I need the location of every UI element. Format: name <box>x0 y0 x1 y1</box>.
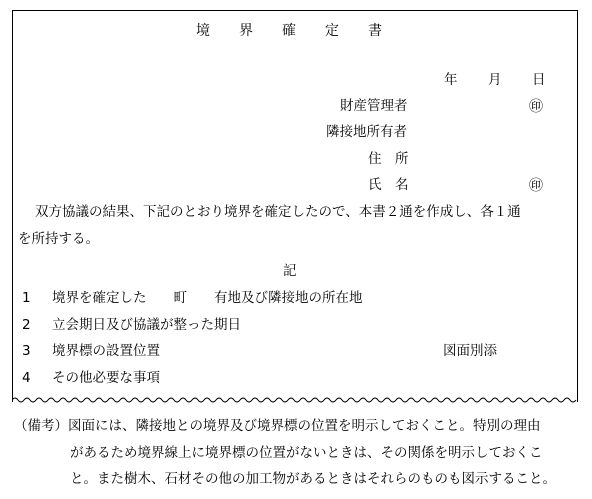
name-label: 氏 名 <box>368 177 409 193</box>
property-manager-label: 財産管理者 <box>340 98 408 114</box>
remarks-line-1: （備考）図面には、隣接地との境界及び境界標の位置を明示しておくこと。特別の理由 <box>14 418 541 434</box>
list-item-text: 境界標の設置位置 <box>52 343 160 359</box>
body-text-line-2: を所持する。 <box>18 231 99 247</box>
seal-mark: ㊞ <box>529 178 543 194</box>
address-label: 住 所 <box>368 151 409 167</box>
date-day-label: 日 <box>532 72 546 88</box>
remarks-line-2: があるため境界線上に境界標の位置がないときは、その関係を明示しておくこ <box>70 445 543 461</box>
list-item-number: 2 <box>22 317 31 333</box>
torn-edge-line <box>12 396 578 408</box>
list-item-text: 境界を確定した 町 有地及び隣接地の所在地 <box>52 290 363 306</box>
remarks-line-3: と。また樹木、石材その他の加工物があるときはそれらのものも図示すること。 <box>70 471 556 487</box>
list-item-number: 3 <box>22 343 31 359</box>
ki-heading: 記 <box>283 263 297 279</box>
list-item-extra: 図面別添 <box>443 343 497 359</box>
document-title: 境界確定書 <box>196 23 411 39</box>
list-item-text: その他必要な事項 <box>52 370 160 386</box>
body-text-line-1: 双方協議の結果、下記のとおり境界を確定したので、本書２通を作成し、各１通 <box>35 204 521 220</box>
adjacent-owner-label: 隣接地所有者 <box>326 124 407 140</box>
list-item-number: 1 <box>22 290 31 306</box>
list-item-number: 4 <box>22 370 31 386</box>
date-year-label: 年 <box>444 72 458 88</box>
seal-mark: ㊞ <box>529 99 543 115</box>
list-item-text: 立会期日及び協議が整った期日 <box>52 317 241 333</box>
date-month-label: 月 <box>488 72 502 88</box>
